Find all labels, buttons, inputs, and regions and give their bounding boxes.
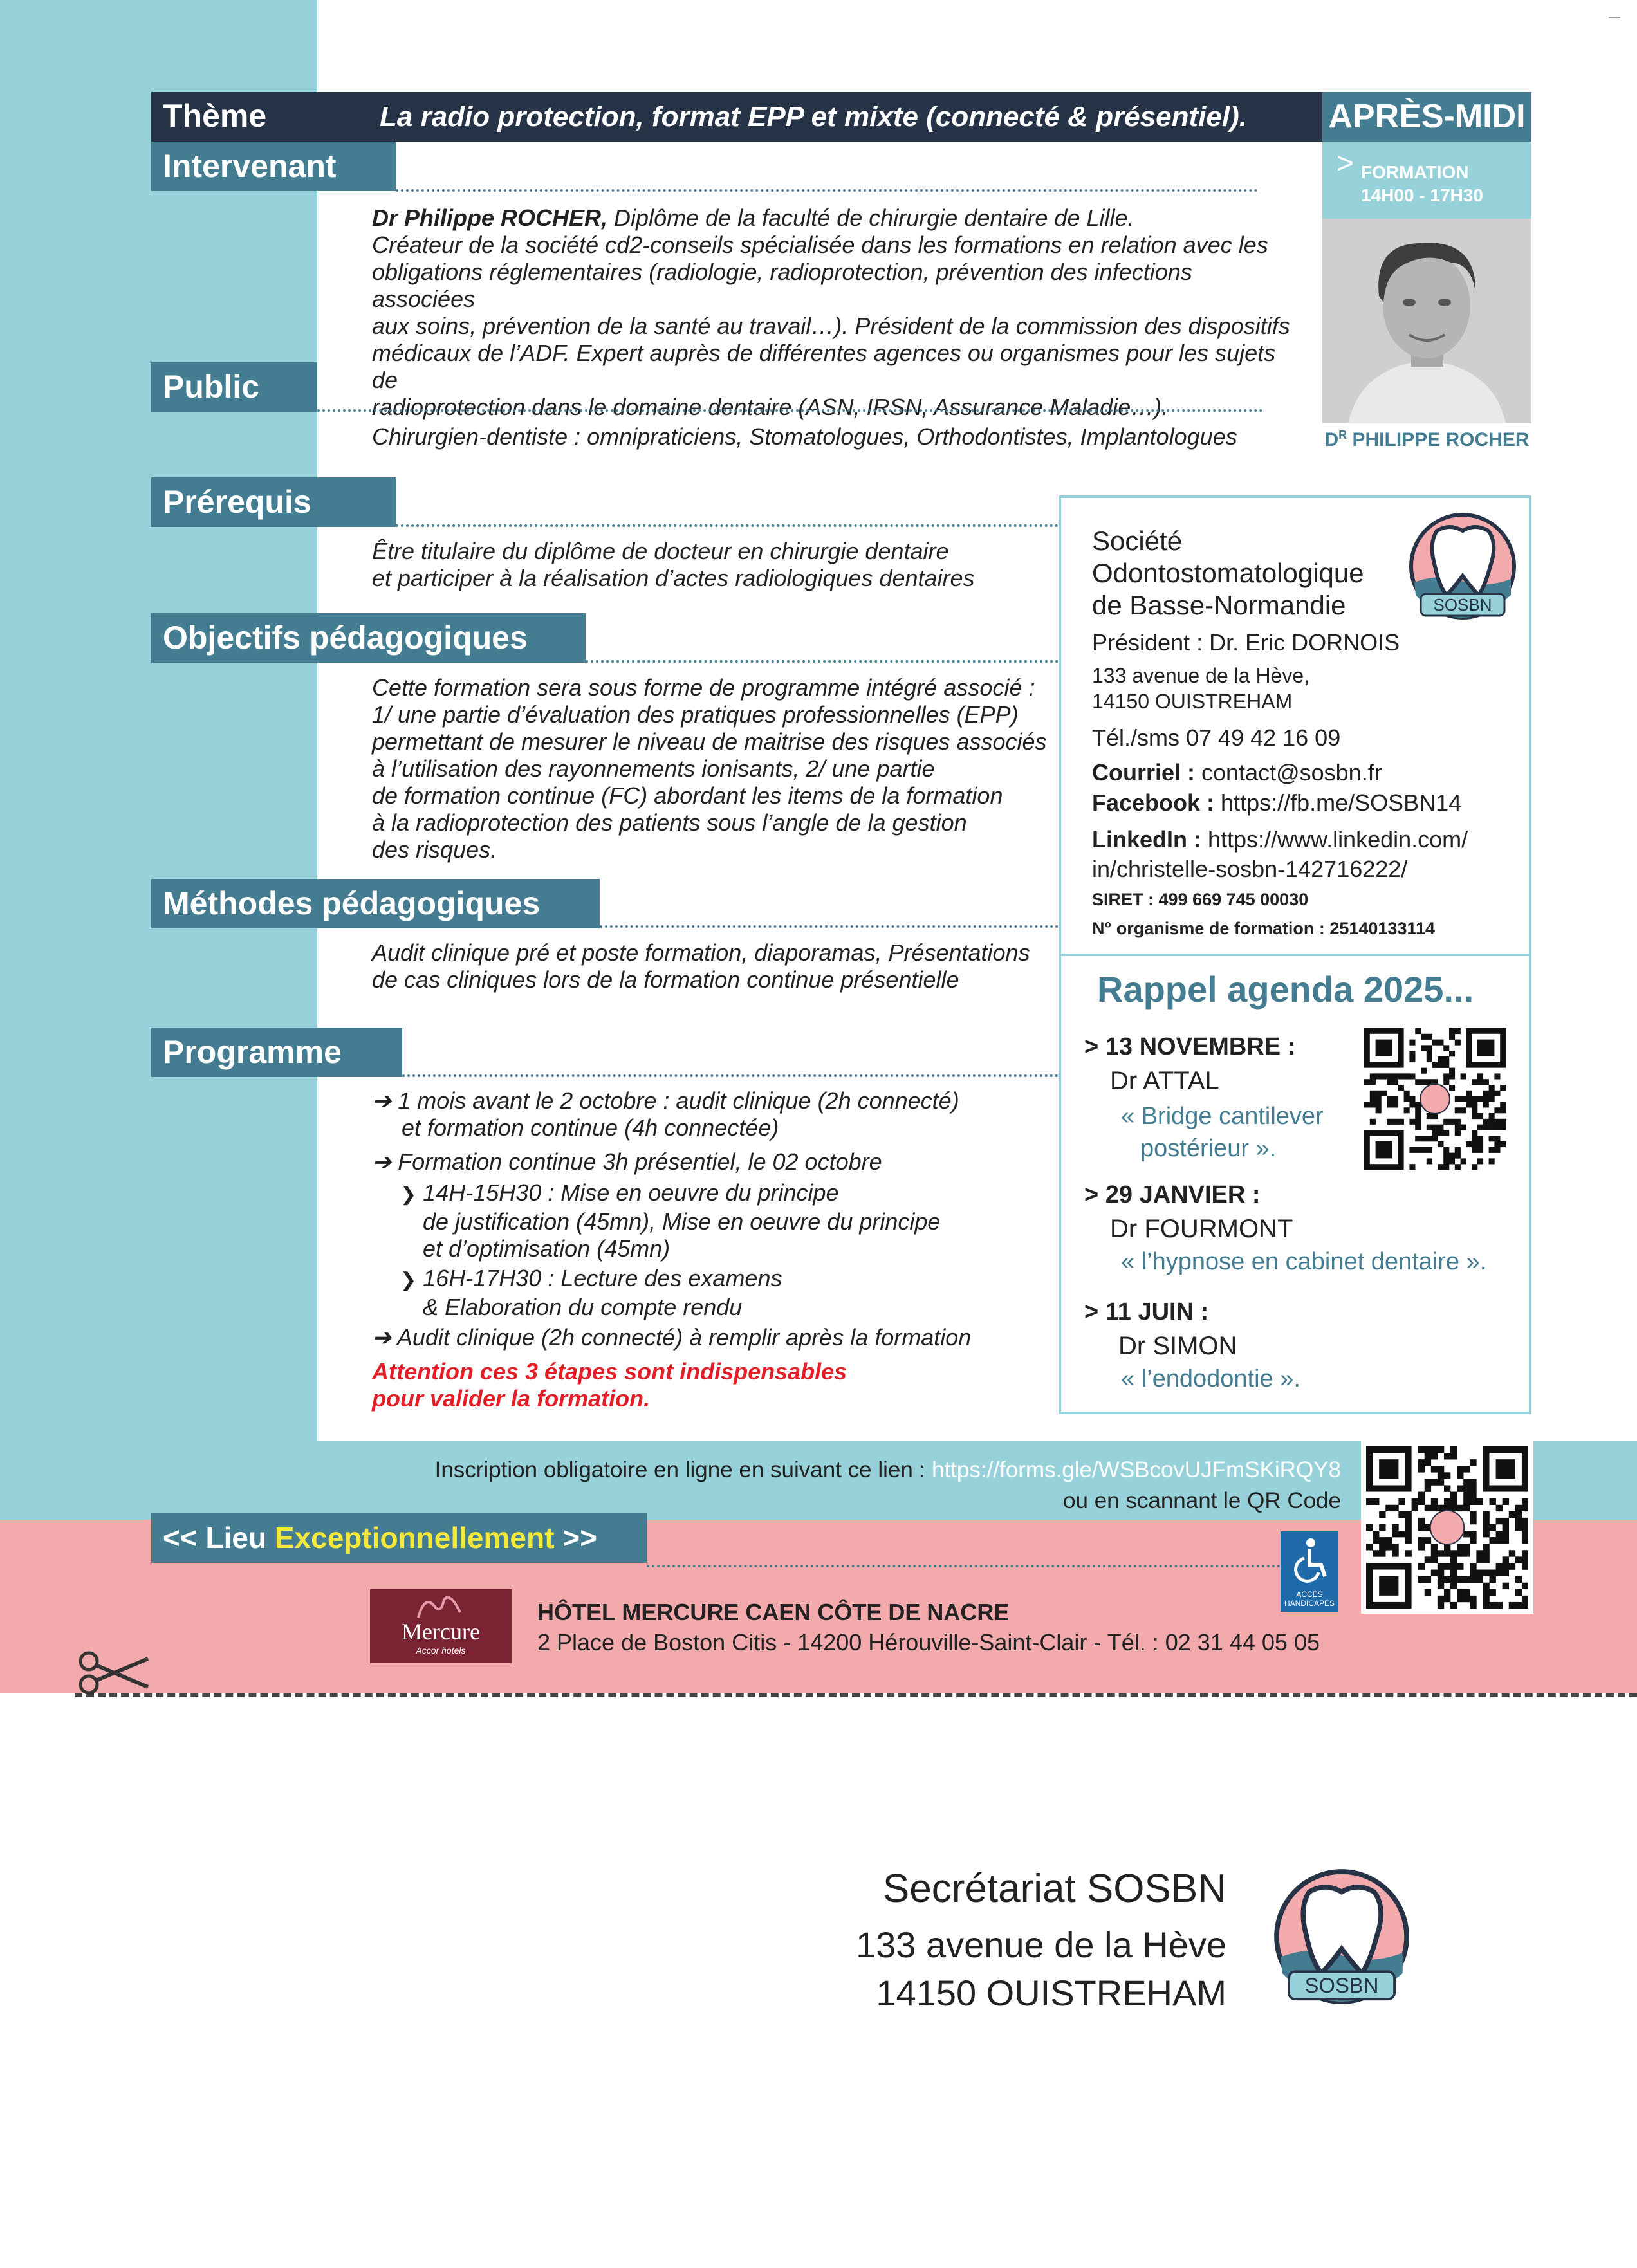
venue-label: << Lieu Exceptionnellement >>: [151, 1513, 647, 1563]
programme-item: ➔ Audit clinique (2h connecté) à remplir après la formation: [372, 1324, 972, 1351]
agenda-date: > 11 JUIN :: [1084, 1298, 1209, 1325]
scissors-icon: [76, 1647, 153, 1699]
agenda-qr-code[interactable]: [1364, 1028, 1506, 1170]
programme-item: ➔ Formation continue 3h présentiel, le 02 octobre: [372, 1148, 882, 1175]
section-objectifs-label: Objectifs pédagogiques: [151, 613, 586, 663]
theme-title: La radio protection, format EPP et mixte (connecté & présentiel).: [380, 101, 1247, 133]
section-divider: [396, 189, 1258, 192]
society-facebook: Facebook : https://fb.me/SOSBN14: [1092, 789, 1462, 816]
section-divider: [600, 925, 1059, 928]
session-label: APRÈS-MIDI: [1322, 92, 1531, 142]
secretariat-address-2: 14150 OUISTREHAM: [876, 1973, 1226, 2013]
access-label-1: ACCÈS: [1296, 1590, 1323, 1599]
agenda-doctor: Dr ATTAL: [1110, 1067, 1219, 1095]
speaker-photo: [1322, 219, 1531, 423]
society-address-2: 14150 OUISTREHAM: [1092, 690, 1293, 713]
agenda-doctor: Dr FOURMONT: [1110, 1215, 1293, 1243]
agenda-topic: « l’hypnose en cabinet dentaire ».: [1121, 1248, 1487, 1275]
agenda-date: > 13 NOVEMBRE :: [1084, 1033, 1296, 1060]
section-divider: [586, 660, 1059, 663]
objectifs-text: Cette formation sera sous forme de programme intégré associé : 1/ une partie d’évaluation des pratiques professionnelles (EPP) permettant de mesurer le niveau de maitrise des risques associés à l’utilisation des rayonnements ionisants, 2/ une partie de formation continue (FC) abordant les items de la formation à la radioprotection des patients sous l’angle de la gestion des risques.: [372, 674, 1047, 863]
prerequis-text: Être titulaire du diplôme de docteur en chirurgie dentaire et participer à la réalisation d’actes radiologiques dentaires: [372, 538, 975, 591]
section-divider: [647, 1565, 1281, 1567]
mercure-m-icon: [415, 1593, 467, 1619]
format-label: FORMATION: [1361, 162, 1469, 182]
hotel-address: 2 Place de Boston Citis - 14200 Hérouville-Saint-Clair - Tél. : 02 31 44 05 05: [537, 1629, 1320, 1655]
sosbn-logo-footer: [1264, 1859, 1419, 2014]
programme-item: ➔ 1 mois avant le 2 octobre : audit clinique (2h connecté) et formation continue (4h connectée): [372, 1087, 959, 1141]
section-prerequis-label: Prérequis: [151, 477, 396, 527]
programme-subitem: ❯ 14H-15H30 : Mise en oeuvre du principe de justification (45mn), Mise en oeuvre du principe et d’optimisation (45mn): [400, 1179, 941, 1262]
cut-line: [75, 1693, 1637, 1697]
access-label-2: HANDICAPÉS: [1284, 1599, 1335, 1608]
format-chevron-icon: >: [1336, 146, 1354, 180]
intervenant-text: Dr Philippe ROCHER, Diplôme de la faculté de chirurgie dentaire de Lille. Créateur de la société cd2-conseils spécialisée dans les formations en relation avec les obligations réglementaires (radiologie, radioprotection, prévention des infections associées aux soins, prévention de la santé au travail…). Président de la commission des dispositifs médicaux de l’ADF. Expert auprès de différentes agences ou organismes pour les sujets de radioprotection dans le domaine dentaire (ASN, IRSN, Assurance Maladie…).: [372, 205, 1290, 420]
sosbn-logo-text: SOSBN: [1433, 595, 1492, 614]
section-intervenant-label: Intervenant: [151, 142, 396, 191]
inscription-qr-code[interactable]: [1366, 1446, 1528, 1609]
society-name: Société Odontostomatologique de Basse-Normandie: [1092, 526, 1364, 620]
theme-bar: [151, 92, 1322, 142]
wheelchair-icon: [1284, 1535, 1335, 1587]
society-linkedin: LinkedIn : https://www.linkedin.com/ in/christelle-sosbn-142716222/: [1092, 826, 1468, 882]
society-divider: [1059, 954, 1531, 956]
secretariat-address-1: 133 avenue de la Hève: [856, 1924, 1226, 1965]
left-color-strip: [0, 0, 317, 1441]
inscription-qr-text: ou en scannant le QR Code: [1063, 1488, 1341, 1513]
mercure-logo: Mercure Accor hotels: [370, 1589, 512, 1663]
section-public-label: Public: [151, 362, 317, 412]
speaker-caption: $D^R$ PHILIPPE ROCHER: [1324, 429, 1530, 450]
section-methodes-label: Méthodes pédagogiques: [151, 879, 600, 928]
sosbn-logo-text: SOSBN: [1304, 1973, 1379, 1998]
inscription-text: Inscription obligatoire en ligne en suivant ce lien : https://forms.gle/WSBcovUJFmSKiRQY8: [434, 1457, 1341, 1482]
agenda-topic: « l’endodontie ».: [1121, 1365, 1300, 1392]
society-siret: SIRET : 499 669 745 00030: [1092, 890, 1309, 909]
agenda-topic: « Bridge cantilever postérieur ».: [1121, 1103, 1324, 1162]
programme-warning: Attention ces 3 étapes sont indispensables pour valider la formation.: [372, 1358, 847, 1412]
section-programme-label: Programme: [151, 1028, 402, 1077]
corner-mark: [1609, 17, 1620, 18]
section-divider: [317, 409, 1263, 412]
secretariat-title: Secrétariat SOSBN: [882, 1867, 1226, 1911]
section-divider: [396, 524, 1059, 527]
society-president: Président : Dr. Eric DORNOIS: [1092, 629, 1400, 656]
hotel-name: HÔTEL MERCURE CAEN CÔTE DE NACRE: [537, 1599, 1010, 1625]
society-organisme: N° organisme de formation : 25140133114: [1092, 919, 1436, 938]
society-phone: Tél./sms 07 49 42 16 09: [1092, 724, 1341, 751]
public-text: Chirurgien-dentiste : omnipraticiens, Stomatologues, Orthodontistes, Implantologues: [372, 423, 1237, 450]
format-hours: 14H00 - 17H30: [1361, 185, 1483, 205]
methodes-text: Audit clinique pré et poste formation, diaporamas, Présentations de cas cliniques lors de la formation continue présentielle: [372, 939, 1030, 993]
format-box: [1322, 142, 1531, 219]
society-address-1: 133 avenue de la Hève,: [1092, 664, 1310, 687]
sosbn-logo: [1401, 505, 1524, 627]
inscription-link[interactable]: https://forms.gle/WSBcovUJFmSKiRQY8: [932, 1457, 1341, 1482]
wheelchair-access-badge: [1281, 1531, 1338, 1612]
society-email: Courriel : contact@sosbn.fr: [1092, 759, 1382, 786]
theme-label: Thème: [163, 98, 267, 134]
agenda-doctor: Dr SIMON: [1118, 1332, 1237, 1360]
agenda-title: Rappel agenda 2025...: [1097, 969, 1474, 1010]
section-divider: [402, 1074, 1059, 1077]
agenda-date: > 29 JANVIER :: [1084, 1181, 1261, 1208]
programme-subitem: ❯ 16H-17H30 : Lecture des examens & Elaboration du compte rendu: [400, 1265, 782, 1320]
